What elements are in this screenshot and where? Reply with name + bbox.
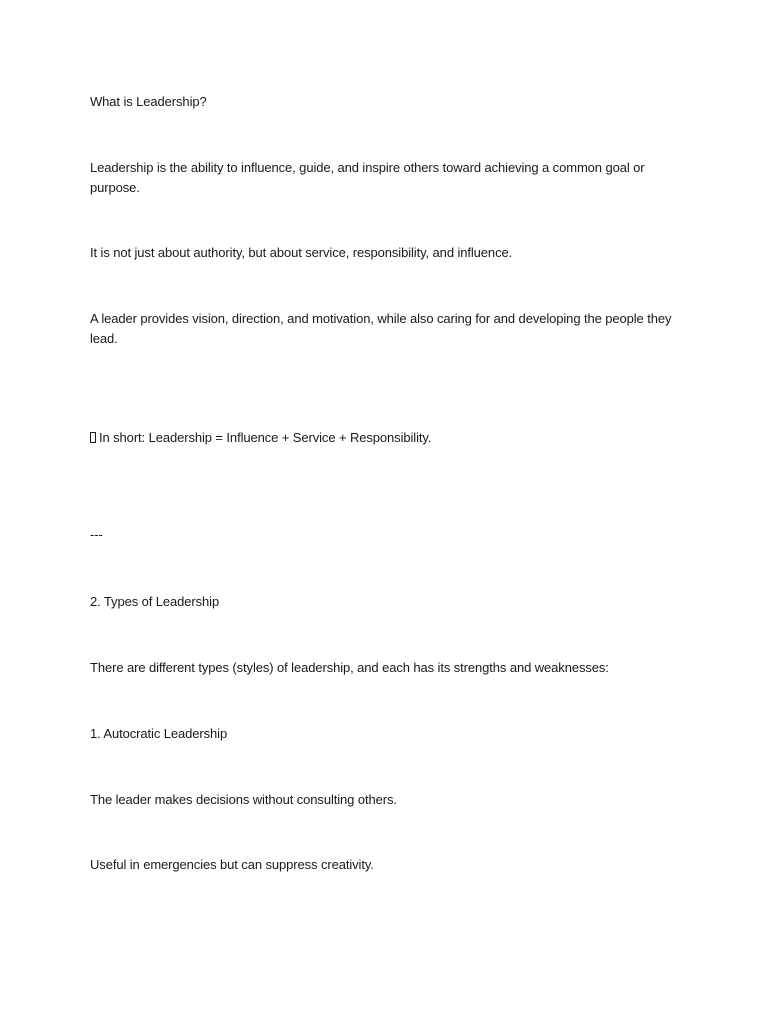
leader-role-paragraph: A leader provides vision, direction, and motivation, while also caring for and developing the people they lead. bbox=[90, 311, 672, 346]
separator-line: --- bbox=[90, 527, 103, 542]
autocratic-note-paragraph: Useful in emergencies but can suppress creativity. bbox=[90, 857, 374, 872]
summary-paragraph bbox=[90, 428, 680, 448]
authority-paragraph: It is not just about authority, but about service, responsibility, and influence. bbox=[90, 245, 513, 260]
subsection-heading: 1. Autocratic Leadership bbox=[90, 726, 228, 741]
autocratic-description-paragraph: The leader makes decisions without consulting others. bbox=[90, 792, 397, 807]
summary-text: In short: Leadership = Influence + Service + Responsibility. bbox=[99, 430, 432, 445]
missing-glyph-icon bbox=[90, 432, 96, 443]
section-intro-paragraph: There are different types (styles) of leadership, and each has its strengths and weaknesses: bbox=[90, 660, 609, 675]
definition-paragraph: Leadership is the ability to influence, guide, and inspire others toward achieving a common goal or purpose. bbox=[90, 160, 645, 195]
document-title: What is Leadership? bbox=[90, 94, 207, 109]
section-heading: 2. Types of Leadership bbox=[90, 594, 220, 609]
